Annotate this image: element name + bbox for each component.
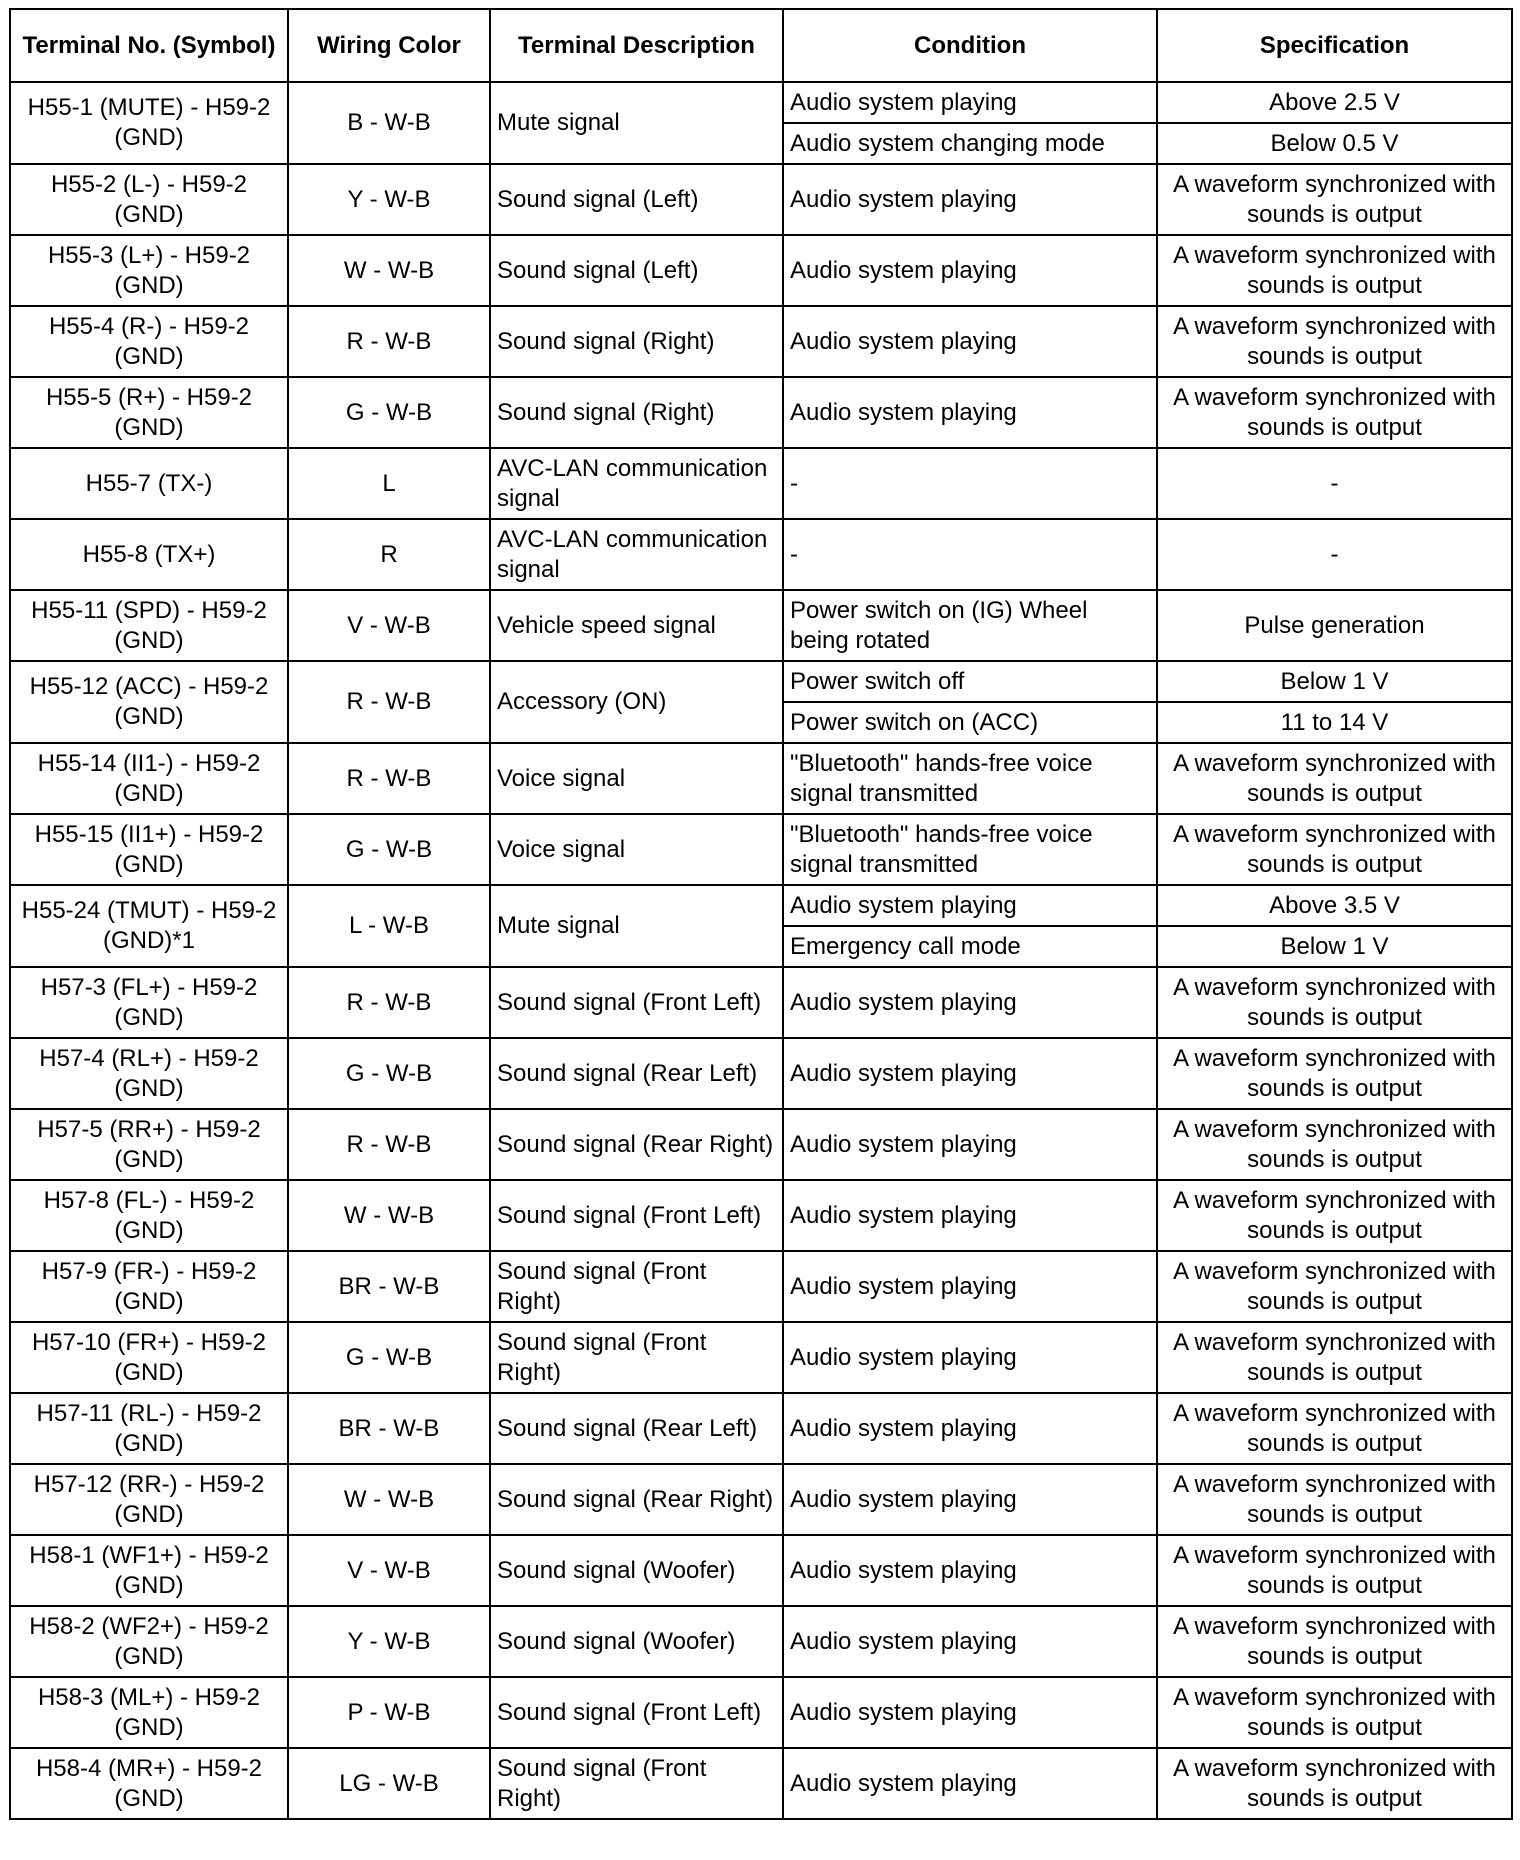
wiring-color-cell: G - W-B	[288, 814, 490, 885]
table-row	[10, 1180, 1512, 1251]
description-cell: Sound signal (Left)	[490, 164, 783, 235]
table-row	[10, 377, 1512, 448]
description-cell: AVC-LAN communication signal	[490, 448, 783, 519]
table-row	[10, 1677, 1512, 1748]
condition-cell: Audio system playing	[783, 1109, 1157, 1180]
table-row	[10, 1606, 1512, 1677]
terminal-cell: H57-10 (FR+) - H59-2 (GND)	[10, 1322, 288, 1393]
wiring-color-cell: V - W-B	[288, 1535, 490, 1606]
terminal-cell: H57-5 (RR+) - H59-2 (GND)	[10, 1109, 288, 1180]
specification-cell: A waveform synchronized with sounds is output	[1157, 306, 1512, 377]
header-condition: Condition	[783, 9, 1157, 82]
condition-cell: Audio system playing	[783, 377, 1157, 448]
description-cell: Sound signal (Rear Left)	[490, 1038, 783, 1109]
condition-cell: Audio system playing	[783, 1393, 1157, 1464]
condition-cell: Audio system changing mode	[783, 123, 1157, 164]
specification-cell: A waveform synchronized with sounds is output	[1157, 1322, 1512, 1393]
specification-cell: A waveform synchronized with sounds is output	[1157, 743, 1512, 814]
terminal-cell: H57-12 (RR-) - H59-2 (GND)	[10, 1464, 288, 1535]
description-cell: Sound signal (Front Left)	[490, 967, 783, 1038]
description-cell: Sound signal (Rear Left)	[490, 1393, 783, 1464]
table-row	[10, 967, 1512, 1038]
specification-cell: A waveform synchronized with sounds is output	[1157, 164, 1512, 235]
terminal-cell: H58-3 (ML+) - H59-2 (GND)	[10, 1677, 288, 1748]
description-cell: Sound signal (Woofer)	[490, 1535, 783, 1606]
wiring-color-cell: L	[288, 448, 490, 519]
condition-cell: Power switch on (ACC)	[783, 702, 1157, 743]
terminal-cell: H58-2 (WF2+) - H59-2 (GND)	[10, 1606, 288, 1677]
table-row	[10, 743, 1512, 814]
condition-cell: Emergency call mode	[783, 926, 1157, 967]
table-row	[10, 885, 1512, 926]
condition-cell: -	[783, 519, 1157, 590]
wiring-color-cell: BR - W-B	[288, 1393, 490, 1464]
terminal-table-container	[9, 8, 1513, 1820]
wiring-color-cell: L - W-B	[288, 885, 490, 967]
wiring-color-cell: V - W-B	[288, 590, 490, 661]
wiring-color-cell: R - W-B	[288, 661, 490, 743]
table-row	[10, 590, 1512, 661]
specification-cell: A waveform synchronized with sounds is output	[1157, 814, 1512, 885]
specification-cell: A waveform synchronized with sounds is output	[1157, 1038, 1512, 1109]
condition-cell: Audio system playing	[783, 967, 1157, 1038]
wiring-color-cell: G - W-B	[288, 1038, 490, 1109]
table-row	[10, 1748, 1512, 1819]
description-cell: Sound signal (Front Right)	[490, 1251, 783, 1322]
condition-cell: "Bluetooth" hands-free voice signal transmitted	[783, 743, 1157, 814]
description-cell: Sound signal (Rear Right)	[490, 1109, 783, 1180]
terminal-cell: H58-1 (WF1+) - H59-2 (GND)	[10, 1535, 288, 1606]
terminal-table	[9, 8, 1513, 1820]
wiring-color-cell: Y - W-B	[288, 164, 490, 235]
description-cell: Sound signal (Front Left)	[490, 1180, 783, 1251]
description-cell: Sound signal (Right)	[490, 377, 783, 448]
terminal-cell: H57-8 (FL-) - H59-2 (GND)	[10, 1180, 288, 1251]
condition-cell: Power switch off	[783, 661, 1157, 702]
specification-cell: Above 2.5 V	[1157, 82, 1512, 123]
condition-cell: Audio system playing	[783, 164, 1157, 235]
header-specification: Specification	[1157, 9, 1512, 82]
specification-cell: A waveform synchronized with sounds is output	[1157, 1748, 1512, 1819]
wiring-color-cell: R - W-B	[288, 1109, 490, 1180]
wiring-color-cell: W - W-B	[288, 235, 490, 306]
condition-cell: Audio system playing	[783, 885, 1157, 926]
specification-cell: A waveform synchronized with sounds is output	[1157, 967, 1512, 1038]
table-row	[10, 814, 1512, 885]
specification-cell: Below 1 V	[1157, 661, 1512, 702]
header-row	[10, 9, 1512, 82]
specification-cell: A waveform synchronized with sounds is output	[1157, 377, 1512, 448]
description-cell: Sound signal (Front Right)	[490, 1322, 783, 1393]
description-cell: Voice signal	[490, 814, 783, 885]
description-cell: Accessory (ON)	[490, 661, 783, 743]
table-row	[10, 1393, 1512, 1464]
wiring-color-cell: BR - W-B	[288, 1251, 490, 1322]
terminal-cell: H57-9 (FR-) - H59-2 (GND)	[10, 1251, 288, 1322]
condition-cell: Audio system playing	[783, 1748, 1157, 1819]
header-terminal: Terminal No. (Symbol)	[10, 9, 288, 82]
condition-cell: Audio system playing	[783, 1535, 1157, 1606]
terminal-cell: H55-1 (MUTE) - H59-2 (GND)	[10, 82, 288, 164]
wiring-color-cell: P - W-B	[288, 1677, 490, 1748]
wiring-color-cell: G - W-B	[288, 377, 490, 448]
header-description: Terminal Description	[490, 9, 783, 82]
terminal-cell: H57-3 (FL+) - H59-2 (GND)	[10, 967, 288, 1038]
description-cell: Sound signal (Left)	[490, 235, 783, 306]
specification-cell: A waveform synchronized with sounds is output	[1157, 235, 1512, 306]
table-row	[10, 1251, 1512, 1322]
specification-cell: A waveform synchronized with sounds is output	[1157, 1180, 1512, 1251]
wiring-color-cell: R - W-B	[288, 743, 490, 814]
condition-cell: Audio system playing	[783, 1322, 1157, 1393]
description-cell: Sound signal (Right)	[490, 306, 783, 377]
terminal-cell: H57-4 (RL+) - H59-2 (GND)	[10, 1038, 288, 1109]
terminal-cell: H55-4 (R-) - H59-2 (GND)	[10, 306, 288, 377]
wiring-color-cell: B - W-B	[288, 82, 490, 164]
table-row	[10, 661, 1512, 702]
table-row	[10, 1038, 1512, 1109]
table-row	[10, 448, 1512, 519]
table-row	[10, 1535, 1512, 1606]
table-row	[10, 1464, 1512, 1535]
wiring-color-cell: G - W-B	[288, 1322, 490, 1393]
condition-cell: Audio system playing	[783, 306, 1157, 377]
specification-cell: A waveform synchronized with sounds is output	[1157, 1251, 1512, 1322]
table-row	[10, 1109, 1512, 1180]
terminal-cell: H55-12 (ACC) - H59-2 (GND)	[10, 661, 288, 743]
condition-cell: Power switch on (IG) Wheel being rotated	[783, 590, 1157, 661]
terminal-cell: H55-5 (R+) - H59-2 (GND)	[10, 377, 288, 448]
condition-cell: Audio system playing	[783, 82, 1157, 123]
wiring-color-cell: LG - W-B	[288, 1748, 490, 1819]
terminal-cell: H55-8 (TX+)	[10, 519, 288, 590]
condition-cell: Audio system playing	[783, 1606, 1157, 1677]
description-cell: Voice signal	[490, 743, 783, 814]
table-row	[10, 82, 1512, 123]
condition-cell: Audio system playing	[783, 235, 1157, 306]
condition-cell: Audio system playing	[783, 1251, 1157, 1322]
description-cell: Sound signal (Rear Right)	[490, 1464, 783, 1535]
condition-cell: Audio system playing	[783, 1677, 1157, 1748]
condition-cell: -	[783, 448, 1157, 519]
wiring-color-cell: Y - W-B	[288, 1606, 490, 1677]
condition-cell: Audio system playing	[783, 1038, 1157, 1109]
terminal-cell: H55-2 (L-) - H59-2 (GND)	[10, 164, 288, 235]
specification-cell: A waveform synchronized with sounds is output	[1157, 1464, 1512, 1535]
terminal-cell: H55-3 (L+) - H59-2 (GND)	[10, 235, 288, 306]
terminal-cell: H55-11 (SPD) - H59-2 (GND)	[10, 590, 288, 661]
table-row	[10, 1322, 1512, 1393]
table-row	[10, 235, 1512, 306]
description-cell: Sound signal (Front Right)	[490, 1748, 783, 1819]
description-cell: Vehicle speed signal	[490, 590, 783, 661]
table-row	[10, 519, 1512, 590]
terminal-cell: H55-15 (II1+) - H59-2 (GND)	[10, 814, 288, 885]
condition-cell: "Bluetooth" hands-free voice signal transmitted	[783, 814, 1157, 885]
table-body	[10, 82, 1512, 1819]
description-cell: Mute signal	[490, 82, 783, 164]
specification-cell: A waveform synchronized with sounds is output	[1157, 1535, 1512, 1606]
specification-cell: Below 0.5 V	[1157, 123, 1512, 164]
terminal-cell: H55-7 (TX-)	[10, 448, 288, 519]
wiring-color-cell: R	[288, 519, 490, 590]
specification-cell: A waveform synchronized with sounds is output	[1157, 1677, 1512, 1748]
specification-cell: Below 1 V	[1157, 926, 1512, 967]
terminal-cell: H55-14 (II1-) - H59-2 (GND)	[10, 743, 288, 814]
terminal-cell: H57-11 (RL-) - H59-2 (GND)	[10, 1393, 288, 1464]
specification-cell: -	[1157, 448, 1512, 519]
header-wiring-color: Wiring Color	[288, 9, 490, 82]
description-cell: Sound signal (Woofer)	[490, 1606, 783, 1677]
specification-cell: -	[1157, 519, 1512, 590]
specification-cell: 11 to 14 V	[1157, 702, 1512, 743]
table-row	[10, 164, 1512, 235]
specification-cell: A waveform synchronized with sounds is output	[1157, 1606, 1512, 1677]
wiring-color-cell: W - W-B	[288, 1180, 490, 1251]
wiring-color-cell: W - W-B	[288, 1464, 490, 1535]
specification-cell: Pulse generation	[1157, 590, 1512, 661]
condition-cell: Audio system playing	[783, 1464, 1157, 1535]
description-cell: AVC-LAN communication signal	[490, 519, 783, 590]
wiring-color-cell: R - W-B	[288, 306, 490, 377]
terminal-cell: H55-24 (TMUT) - H59-2 (GND)*1	[10, 885, 288, 967]
terminal-cell: H58-4 (MR+) - H59-2 (GND)	[10, 1748, 288, 1819]
specification-cell: A waveform synchronized with sounds is output	[1157, 1109, 1512, 1180]
description-cell: Sound signal (Front Left)	[490, 1677, 783, 1748]
specification-cell: A waveform synchronized with sounds is output	[1157, 1393, 1512, 1464]
condition-cell: Audio system playing	[783, 1180, 1157, 1251]
wiring-color-cell: R - W-B	[288, 967, 490, 1038]
description-cell: Mute signal	[490, 885, 783, 967]
specification-cell: Above 3.5 V	[1157, 885, 1512, 926]
table-row	[10, 306, 1512, 377]
